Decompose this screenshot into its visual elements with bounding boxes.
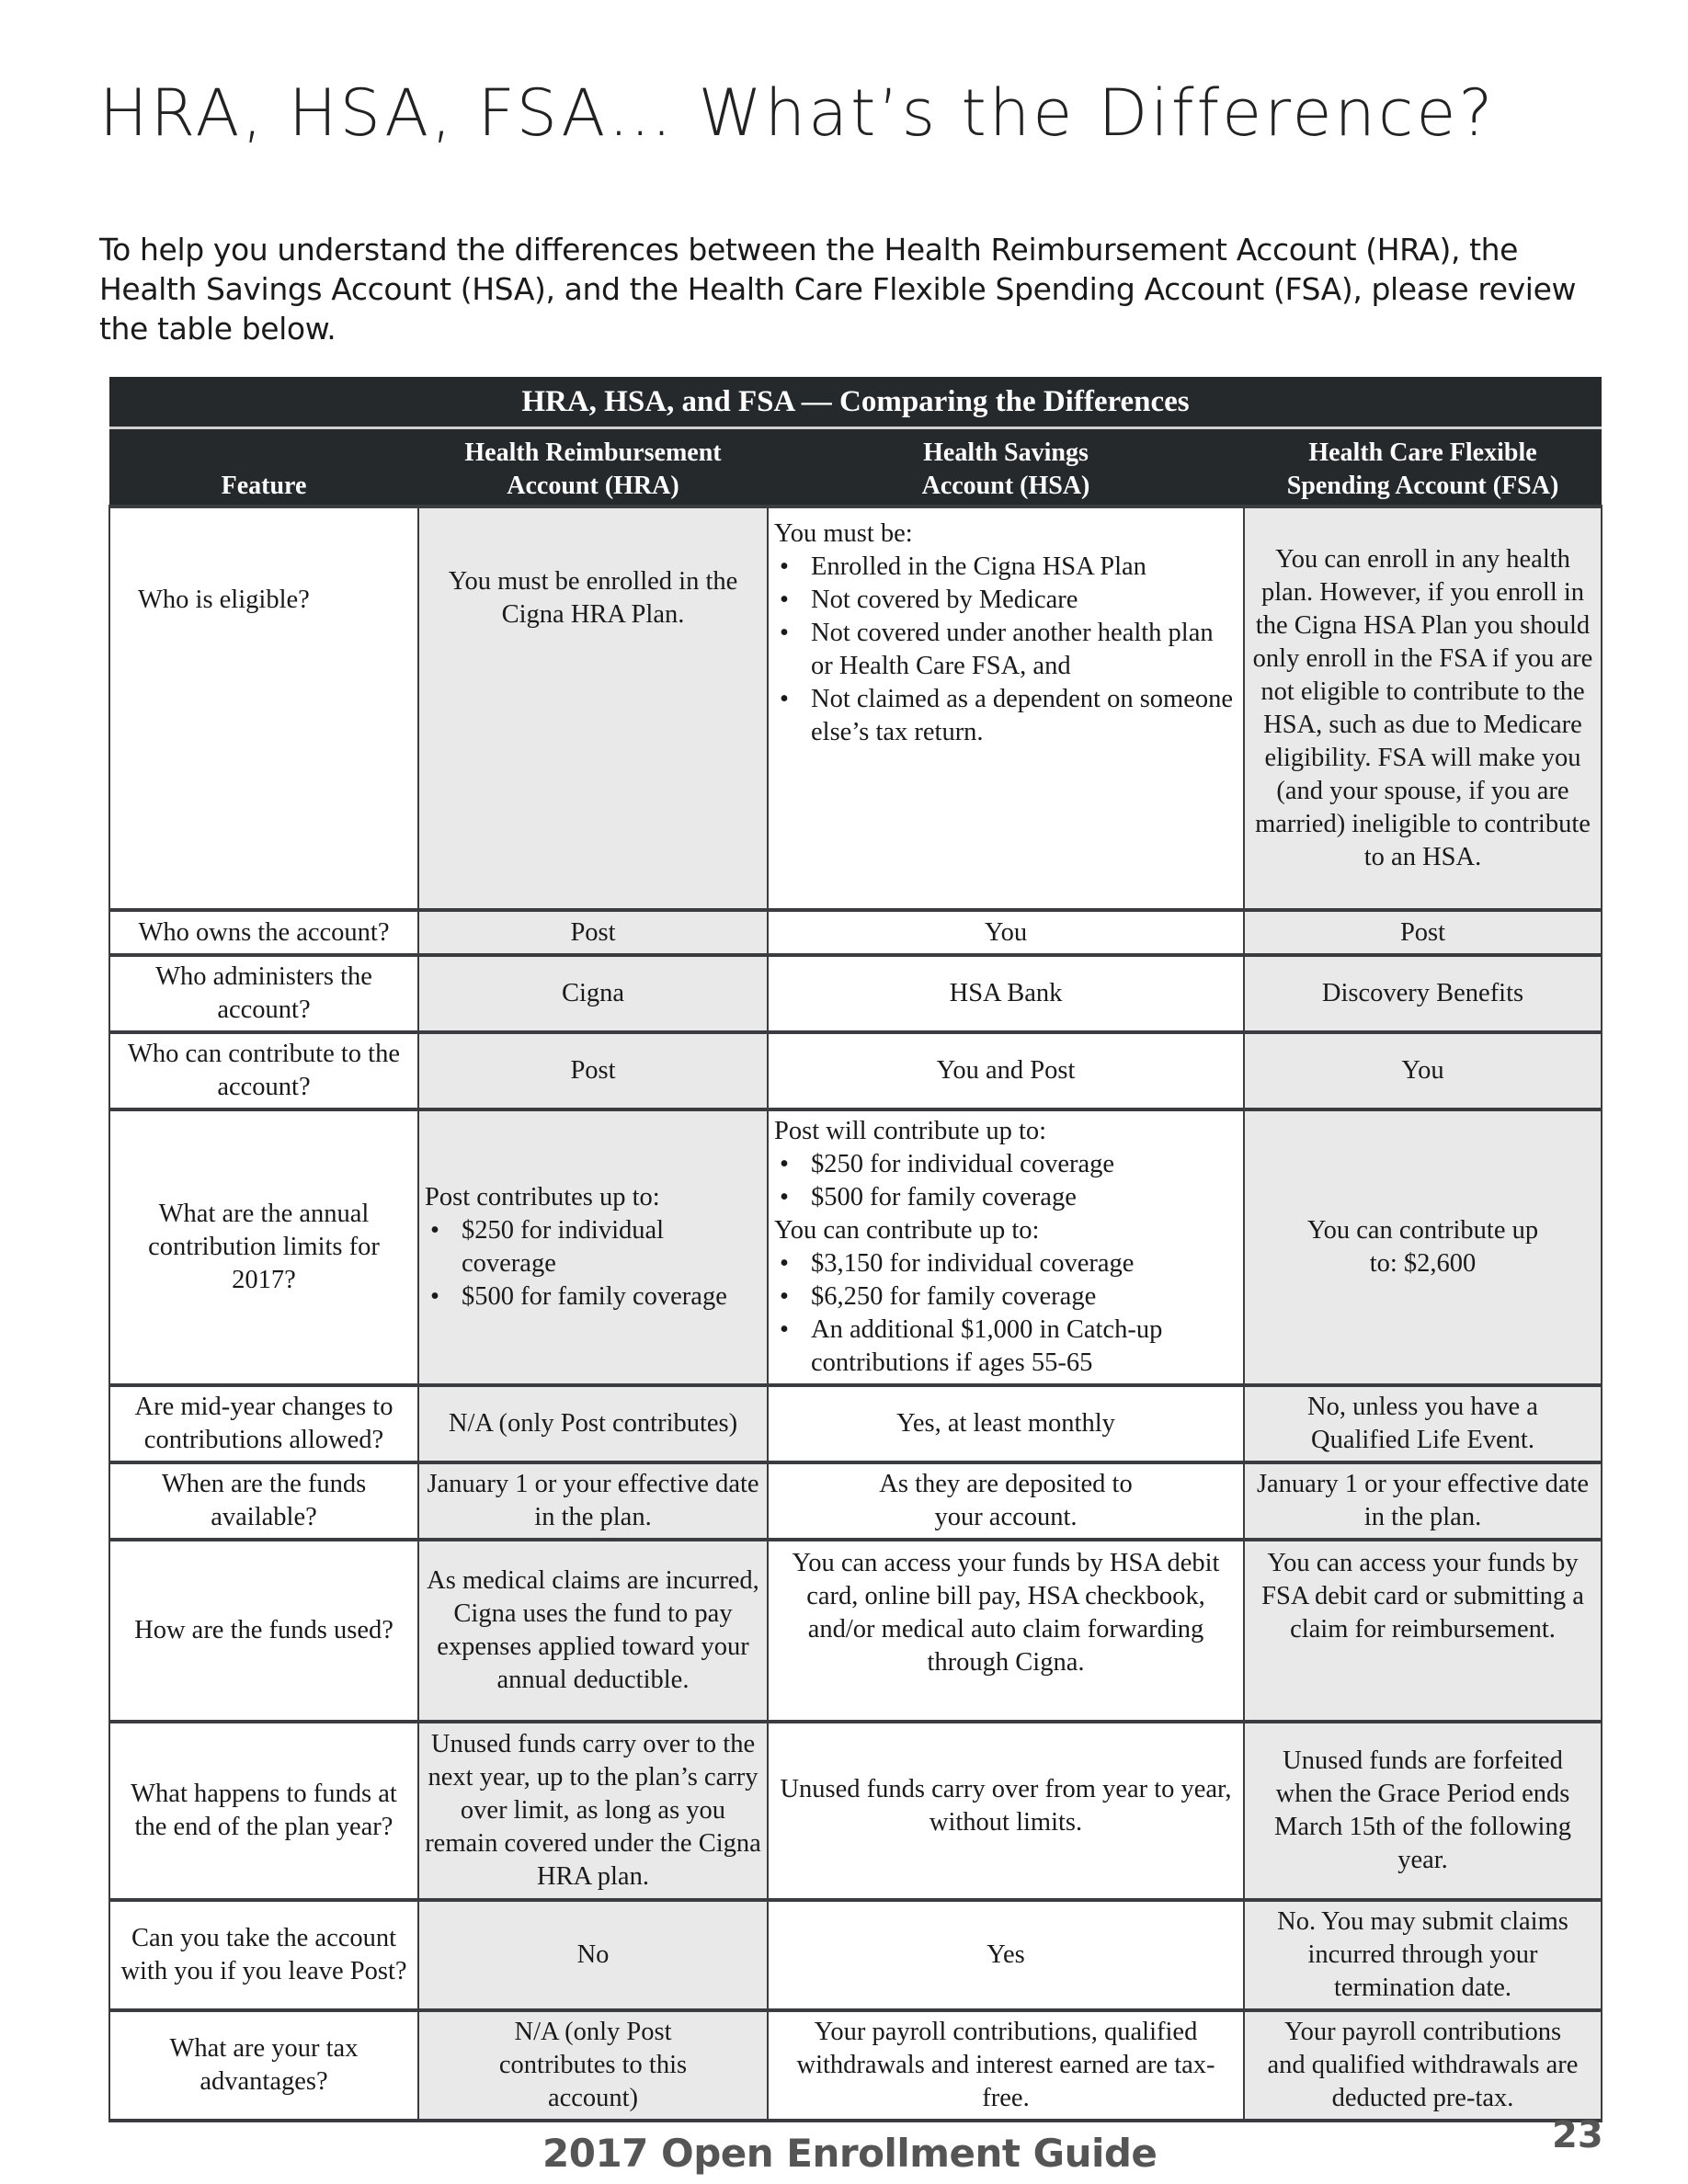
- hra-cell: N/A (only Post contributes to this account): [418, 2010, 768, 2121]
- footer-guide-title: 2017 Open Enrollment Guide: [542, 2131, 1158, 2176]
- header-feature: [109, 428, 418, 507]
- intro-paragraph: To help you understand the differences between the Health Reimbursement Account (HRA), the Health Savings Account (HSA), and the Health Care Flexible Spending Account (FSA), please review the table below.: [99, 232, 1577, 347]
- hsa-cell: [768, 506, 1244, 910]
- hra-cell: Unused funds carry over to the next year, up to the plan’s carry over limit, as long as you remain covered under the Cigna HRA plan.: [418, 1722, 768, 1900]
- fsa-cell: Post: [1244, 910, 1602, 955]
- table-row: [109, 910, 1602, 955]
- fsa-cell: You can enroll in any health plan. However, if you enroll in the Cigna HSA Plan you should only enroll in the FSA if you are not eligible to contribute to the HSA, such as due to Medicare eligibility. FSA will make you (and your spouse, if you are married) ineligible to contribute to an HSA.: [1244, 506, 1602, 910]
- fsa-cell: No, unless you have a Qualified Life Event.: [1244, 1385, 1602, 1462]
- table-row: [109, 506, 1602, 910]
- table-row: [109, 1540, 1602, 1722]
- feature-cell: Who owns the account?: [109, 910, 418, 955]
- header-hsa-line1: Health Savings: [923, 438, 1089, 467]
- hra-bullet-list: [425, 1214, 761, 1314]
- hsa-bullet-list-2: [774, 1247, 1237, 1380]
- fsa-cell: Your payroll contributions and qualified withdrawals are deducted pre-tax.: [1244, 2010, 1602, 2121]
- table-row: [109, 1462, 1602, 1540]
- header-hra-line2: Account (HRA): [507, 472, 679, 500]
- header-hra-line1: Health Reimbursement: [464, 438, 722, 467]
- bullet-item: • Not covered under another health plan or Health Care FSA, and: [774, 617, 1237, 683]
- hsa-cell: Yes: [768, 1900, 1244, 2010]
- hsa-cell: Yes, at least monthly: [768, 1385, 1244, 1462]
- hra-cell: No: [418, 1900, 768, 2010]
- bullet-item: • $250 for individual coverage: [774, 1148, 1237, 1181]
- bullet-item: • An additional $1,000 in Catch-up contributions if ages 55-65: [774, 1314, 1237, 1380]
- fsa-cell: Discovery Benefits: [1244, 955, 1602, 1032]
- fsa-cell: You can contribute up to: $2,600: [1244, 1109, 1602, 1385]
- table-title: HRA, HSA, and FSA — Comparing the Differences: [109, 377, 1602, 428]
- hra-cell: January 1 or your effective date in the plan.: [418, 1462, 768, 1540]
- hsa-cell: Unused funds carry over from year to year, without limits.: [768, 1722, 1244, 1900]
- feature-cell: What happens to funds at the end of the plan year?: [109, 1722, 418, 1900]
- hra-cell: Post: [418, 1032, 768, 1109]
- hra-cell: Cigna: [418, 955, 768, 1032]
- hsa-bullet-list: [774, 1148, 1237, 1214]
- bullet-item: • $500 for family coverage: [425, 1280, 761, 1314]
- table-row: [109, 1385, 1602, 1462]
- bullet-item: • $500 for family coverage: [774, 1181, 1237, 1214]
- fsa-cell: You: [1244, 1032, 1602, 1109]
- hsa-bullet-list: [774, 551, 1237, 749]
- hra-cell: As medical claims are incurred, Cigna uses the fund to pay expenses applied toward your annual deductible.: [418, 1540, 768, 1722]
- table-title-row: [109, 377, 1602, 428]
- bullet-item: • Enrolled in the Cigna HSA Plan: [774, 551, 1237, 584]
- hsa-cell: You: [768, 910, 1244, 955]
- comparison-table: [108, 377, 1602, 2122]
- table-row: [109, 1722, 1602, 1900]
- feature-cell: What are the annual contribution limits for 2017?: [109, 1109, 418, 1385]
- header-hsa: [768, 428, 1244, 507]
- header-fsa-line1: Health Care Flexible: [1308, 438, 1537, 467]
- hra-cell: You must be enrolled in the Cigna HRA Plan.: [418, 506, 768, 910]
- hra-cell: [418, 1109, 768, 1385]
- bullet-item: • $3,150 for individual coverage: [774, 1247, 1237, 1280]
- hsa-cell: HSA Bank: [768, 955, 1244, 1032]
- hsa-cell: [768, 1109, 1244, 1385]
- fsa-cell: No. You may submit claims incurred through your termination date.: [1244, 1900, 1602, 2010]
- header-fsa: [1244, 428, 1602, 507]
- hsa-cell: You and Post: [768, 1032, 1244, 1109]
- feature-cell: Are mid-year changes to contributions allowed?: [109, 1385, 418, 1462]
- feature-cell: What are your tax advantages?: [109, 2010, 418, 2121]
- header-hsa-line2: Account (HSA): [921, 472, 1090, 500]
- hra-cell: Post: [418, 910, 768, 955]
- header-hra: [418, 428, 768, 507]
- hsa-cell: Your payroll contributions, qualified withdrawals and interest earned are tax-free.: [768, 2010, 1244, 2121]
- table-row: [109, 1032, 1602, 1109]
- bullet-item: • Not covered by Medicare: [774, 584, 1237, 617]
- table-header-row: [109, 428, 1602, 507]
- hsa-cell: As they are deposited to your account.: [768, 1462, 1244, 1540]
- page-number: 23: [1552, 2114, 1603, 2156]
- hsa-lead: You must be:: [774, 519, 913, 548]
- hra-lead: Post contributes up to:: [425, 1183, 660, 1211]
- header-fsa-line2: Spending Account (FSA): [1286, 472, 1559, 500]
- feature-cell: How are the funds used?: [109, 1540, 418, 1722]
- hsa-lead: Post will contribute up to:: [774, 1117, 1047, 1145]
- hsa-cell: You can access your funds by HSA debit card, online bill pay, HSA checkbook, and/or medical auto claim forwarding through Cigna.: [768, 1540, 1244, 1722]
- fsa-cell: You can access your funds by FSA debit card or submitting a claim for reimbursement.: [1244, 1540, 1602, 1722]
- header-feature-label: Feature: [221, 472, 307, 500]
- feature-cell: Can you take the account with you if you leave Post?: [109, 1900, 418, 2010]
- table-row: [109, 2010, 1602, 2121]
- page-title: HRA, HSA, FSA… What’s the Difference?: [99, 75, 1496, 151]
- feature-cell: When are the funds available?: [109, 1462, 418, 1540]
- bullet-item: • $6,250 for family coverage: [774, 1280, 1237, 1314]
- bullet-item: • $250 for individual coverage: [425, 1214, 761, 1280]
- bullet-item: • Not claimed as a dependent on someone else’s tax return.: [774, 683, 1237, 749]
- feature-cell: Who is eligible?: [109, 506, 418, 910]
- table-row: [109, 955, 1602, 1032]
- hsa-lead-2: You can contribute up to:: [774, 1216, 1040, 1245]
- hra-cell: N/A (only Post contributes): [418, 1385, 768, 1462]
- feature-cell: Who administers the account?: [109, 955, 418, 1032]
- table-row: [109, 1109, 1602, 1385]
- fsa-cell: Unused funds are forfeited when the Grace Period ends March 15th of the following year.: [1244, 1722, 1602, 1900]
- table-row: [109, 1900, 1602, 2010]
- fsa-cell: January 1 or your effective date in the plan.: [1244, 1462, 1602, 1540]
- feature-cell: Who can contribute to the account?: [109, 1032, 418, 1109]
